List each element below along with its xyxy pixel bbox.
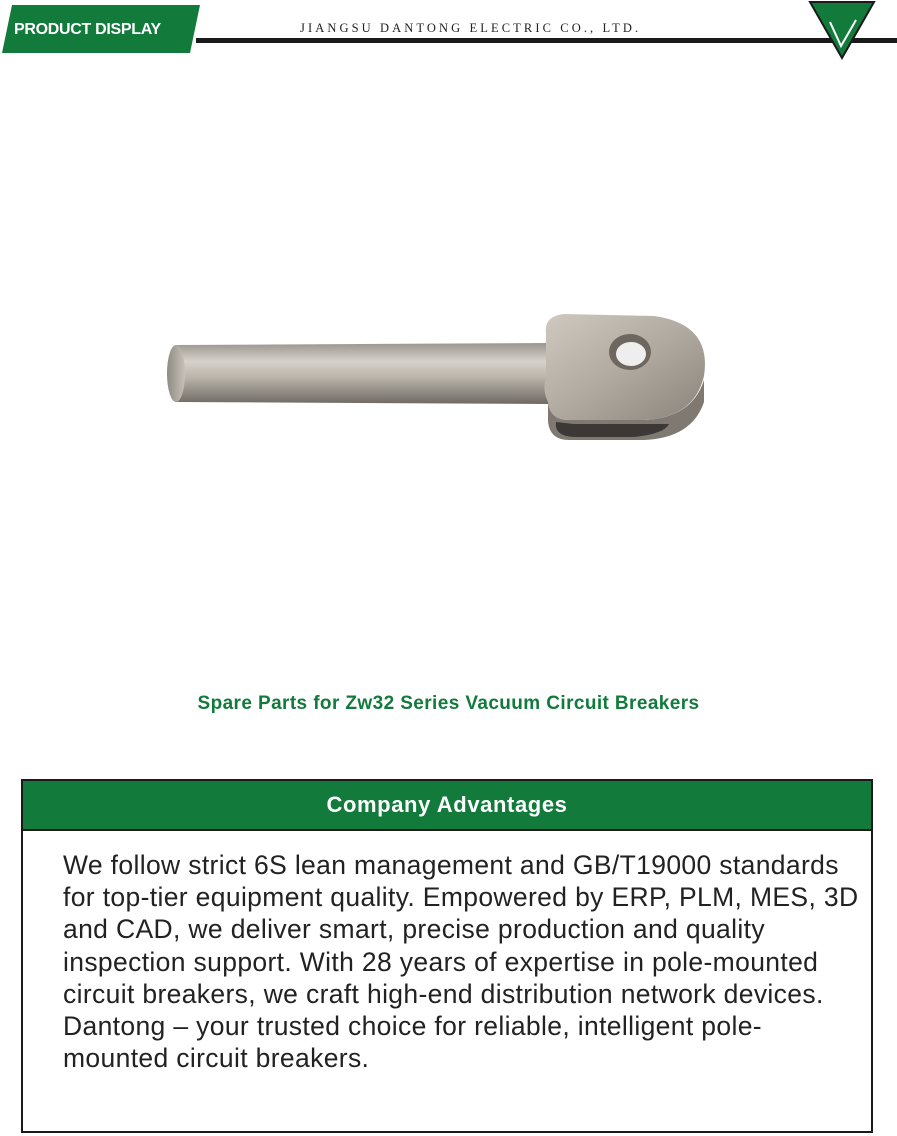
product-caption: Spare Parts for Zw32 Series Vacuum Circuit Breakers <box>197 693 700 714</box>
product-photo <box>64 140 790 598</box>
v-triangle-logo-icon <box>808 0 876 60</box>
badge-label: PRODUCT DISPLAY <box>14 21 161 38</box>
header-rule <box>196 38 897 43</box>
panel-title: Company Advantages <box>23 781 871 831</box>
company-name: JIANGSU DANTONG ELECTRIC CO., LTD. <box>300 21 642 35</box>
product-display-badge <box>2 5 200 53</box>
advantages-text: We follow strict 6S lean management and GB/T19000 standards for top-tier equipment quality. Empowered by ERP, PLM, MES, 3D and CAD, we deliver smart, precise production and quality inspection support. With 28 years of expertise in pole-mounted circuit breakers, we craft high-end distribution network devices. Dantong – your trusted choice for reliable, intelligent pole-mounted circuit breakers. <box>63 850 859 1074</box>
metal-connecting-rod-photo <box>64 140 790 598</box>
company-advantages-panel <box>21 779 873 1133</box>
